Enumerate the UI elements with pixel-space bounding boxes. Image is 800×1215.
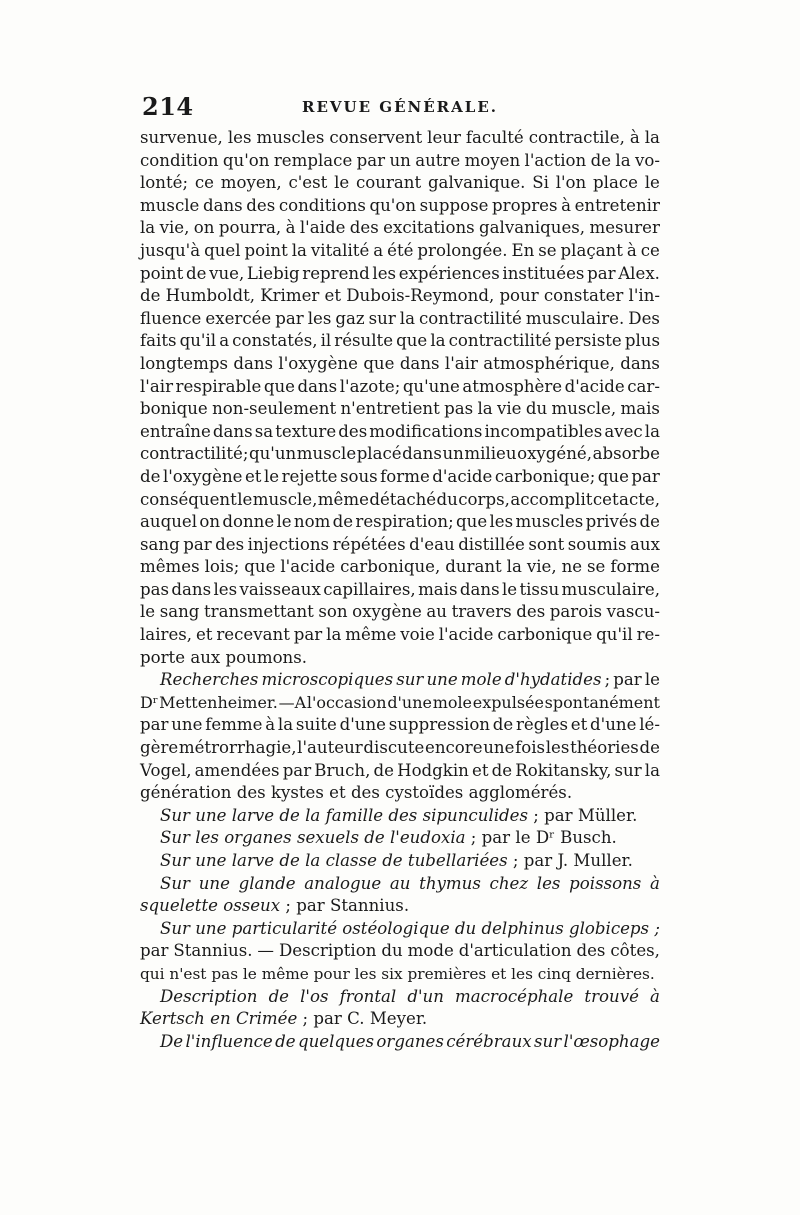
body-line: survenue, les muscles conservent leur faculté contractile, à la: [140, 128, 660, 147]
main-text: [140, 127, 660, 1053]
entry-line: gère métrorrhagie, l'auteur discute encore une fois les théories de: [140, 738, 660, 758]
body-line: condition qu'on remplace par un autre moyen l'action de la vo-: [140, 150, 660, 170]
body-line: faits qu'il a constatés, il résulte que la contractilité persiste plus: [140, 331, 660, 351]
body-line: entraîne dans sa texture des modifications incompatibles avec la: [140, 421, 660, 441]
body-line: laires, et recevant par la même voie l'acide carbonique qu'il re-: [140, 625, 660, 645]
body-line: lonté; ce moyen, c'est le courant galvanique. Si l'on place le: [140, 173, 660, 193]
body-line: mêmes lois; que l'acide carbonique, durant la vie, ne se forme: [140, 557, 660, 577]
page-header: [140, 92, 660, 128]
body-line: auquel on donne le nom de respiration; que les muscles privés de: [140, 512, 660, 532]
body-line: bonique non-seulement n'entretient pas la vie du muscle, mais: [140, 399, 660, 419]
entry-line: Kertsch en Crimée ; par C. Meyer.: [140, 1009, 428, 1029]
entry-line: Dʳ Mettenheimer. —A l'occasion d'une mole expulsée spontanément: [140, 692, 660, 712]
body-line: de Humboldt, Krimer et Dubois-Reymond, pour constater l'in-: [140, 286, 660, 306]
body-line: jusqu'à quel point la vitalité a été prolongée. En se plaçant à ce: [140, 240, 660, 260]
entry-line: squelette osseux ; par Stannius.: [140, 896, 410, 916]
body-line: muscle dans des conditions qu'on suppose propres à entretenir: [140, 195, 660, 215]
entry-line: Sur une particularité ostéologique du delphinus globiceps ;: [160, 918, 660, 938]
entry-line: Sur les organes sexuels de l'eudoxia ; par le Dʳ Busch.: [160, 828, 617, 848]
entry-line: Description de l'os frontal d'un macrocéphale trouvé à: [160, 986, 660, 1006]
entry-line: De l'influence de quelques organes cérébraux sur l'œsophage: [160, 1031, 660, 1051]
body-line: pas dans les vaisseaux capillaires, mais dans le tissu musculaire,: [140, 579, 660, 599]
body-line: l'air respirable que dans l'azote; qu'une atmosphère d'acide car-: [140, 376, 660, 396]
body-line: de l'oxygène et le rejette sous forme d'acide carbonique; que par: [140, 466, 660, 486]
entry-line: génération des kystes et des cystoïdes agglomérés.: [140, 783, 573, 803]
entry-line: Vogel, amendées par Bruch, de Hodgkin et de Rokitansky, sur la: [140, 760, 660, 780]
body-line: la vie, on pourra, à l'aide des excitations galvaniques, mesurer: [140, 218, 660, 238]
entry-line: par une femme à la suite d'une suppression de règles et d'une lé-: [140, 715, 660, 735]
entry-line: Sur une larve de la famille des sipunculides ; par Müller.: [160, 805, 638, 825]
body-line: porte aux poumons.: [140, 647, 308, 667]
entry-line: Sur une glande analogue au thymus chez les poissons à: [160, 873, 660, 893]
running-title: REVUE GÉNÉRALE.: [302, 98, 498, 116]
page-number: 214: [142, 92, 194, 121]
body-line: longtemps dans l'oxygène que dans l'air atmosphérique, dans: [140, 353, 660, 373]
body-line: le sang transmettant son oxygène au travers des parois vascu-: [140, 602, 660, 622]
body-line: fluence exercée par les gaz sur la contractilité musculaire. Des: [140, 308, 660, 328]
entry-line: par Stannius. — Description du mode d'articulation des côtes,: [140, 941, 660, 961]
entry-line: qui n'est pas le même pour les six premières et les cinq dernières.: [140, 964, 655, 983]
body-line: point de vue, Liebig reprend les expériences instituées par Alex.: [140, 263, 660, 283]
body-line: conséquent le muscle, même détaché du corps, accomplit cet acte,: [140, 489, 660, 509]
entry-line: Sur une larve de la classe de tubellariées ; par J. Muller.: [160, 851, 633, 870]
body-line: sang par des injections répétées d'eau distillée sont soumis aux: [140, 534, 660, 554]
body-line: contractilité; qu'un muscle placé dans un milieu oxygéné, absorbe: [140, 444, 660, 464]
entry-line: Recherches microscopiques sur une mole d'hydatides ; par le: [160, 670, 660, 690]
